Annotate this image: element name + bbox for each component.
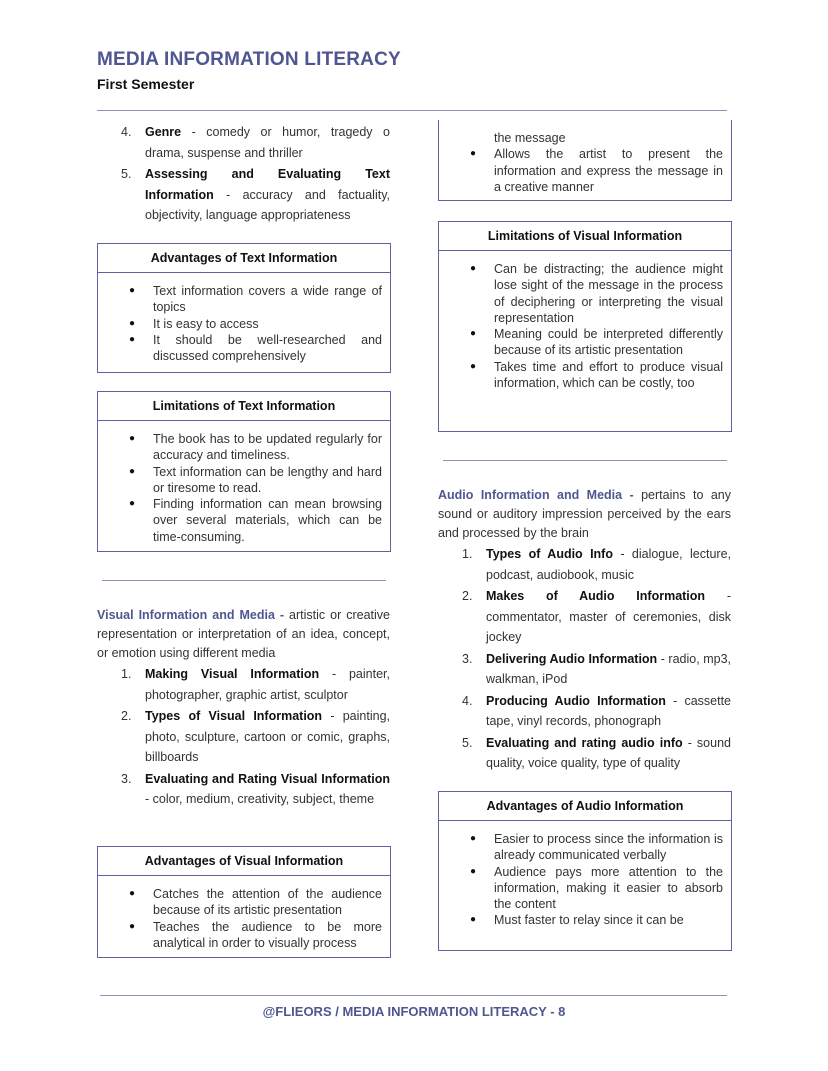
list-desc: - painter, photographer, graphic artist, sculptor [145,667,390,702]
list-item [438,691,731,732]
list-desc: - comedy or humor, tragedy o drama, suspense and thriller [145,125,390,160]
section-term: Visual Information and Media [97,608,275,622]
section-divider [443,460,727,461]
bullet-item: ● Can be distracting; the audience might lose sight of the message in the process of deciphering or interpreting the visual representation [439,261,723,326]
list-desc: - commentator, master of ceremonies, disk jockey [486,589,732,644]
text-info-list [97,122,390,227]
list-term: Making Visual Information [145,667,320,681]
list-number: 3. [462,651,473,666]
page-footer: @FLIEORS / MEDIA INFORMATION LITERACY - 8 [262,1004,566,1019]
list-desc: - sound quality, voice quality, type of quality [486,735,731,770]
limitations-text-box [97,391,391,552]
list-number: 3. [121,771,132,786]
list-item [438,544,731,585]
header-divider [97,110,727,111]
list-number: 1. [462,547,473,561]
box-title: Limitations of Text Information [98,392,390,421]
term-separator: - [622,488,642,502]
list-number: 4. [121,125,132,139]
audio-info-list [438,544,731,775]
list-item [97,164,390,226]
list-number: 4. [462,693,473,708]
audio-info-intro [438,486,731,543]
visual-advantages-continued-box [438,120,732,201]
list-number: 5. [462,735,473,750]
list-term: Makes of Audio Information [486,589,706,603]
list-desc: - dialogue, lecture, podcast, audiobook, music [486,547,732,582]
section-divider [102,580,386,581]
visual-info-intro [97,606,390,663]
list-number: 2. [462,589,473,603]
advantages-text-box [97,243,391,373]
list-term: Assessing and Evaluating Text Information [145,167,390,202]
box-title: Advantages of Audio Information [439,792,731,821]
list-term: Evaluating and rating audio info [486,735,683,750]
list-item [438,649,731,690]
box-title: Advantages of Visual Information [98,847,390,876]
bullet-item: ● Meaning could be interpreted differently because of its artistic presentation [439,326,723,359]
page-subtitle: First Semester [97,76,195,92]
list-desc: - painting, photo, sculpture, cartoon or comic, graphs, billboards [145,709,390,764]
list-item [438,586,731,648]
bullet-item: ● Catches the attention of the audience because of its artistic presentation [98,886,382,919]
bullet-item: ● Must faster to relay since it can be [439,912,723,928]
bullet-item: ● It should be well-researched and discussed comprehensively [98,332,382,365]
bullet-item: ● Allows the artist to present the information and express the message in a creative manner [439,146,723,195]
limitations-visual-box [438,221,732,432]
list-number: 1. [121,667,132,681]
bullet-item: ● Finding information can mean browsing over several materials, which can be time-consuming. [98,496,382,545]
list-desc: - accuracy and factuality, objectivity, language appropriateness [145,187,390,222]
advantages-audio-box [438,791,732,951]
visual-info-list [97,664,390,811]
list-term: Types of Audio Info [486,547,613,561]
footer-divider [100,995,727,996]
list-item [97,706,390,768]
list-term: Evaluating and Rating Visual Information [145,771,390,786]
term-separator: - [274,608,290,622]
bullet-item: ● Teaches the audience to be more analytical in order to visually process [98,919,382,952]
list-desc: - cassette tape, vinyl records, phonograph [486,693,731,728]
list-desc: - radio, mp3, walkman, iPod [486,651,731,686]
list-term: Delivering Audio Information [486,651,658,666]
list-item [97,664,390,705]
bullet-item: ● Text information can be lengthy and hard or tiresome to read. [98,464,382,497]
section-desc: artistic or creative representation or interpretation of an idea, concept, or emotion using different media [97,608,390,660]
page-title: MEDIA INFORMATION LITERACY [97,49,401,70]
bullet-item: ● Takes time and effort to produce visual information, which can be costly, too [439,359,723,392]
bullet-item: ● Text information covers a wide range of topics [98,283,382,316]
list-item [438,733,731,774]
section-term: Audio Information and Media [438,488,623,502]
box-title: Limitations of Visual Information [439,222,731,251]
bullet-item: ● The book has to be updated regularly for accuracy and timeliness. [98,431,382,464]
section-desc: pertains to any sound or auditory impression perceived by the ears and processed by the brain [438,488,731,540]
bullet-item: ● Audience pays more attention to the information, making it easier to absorb the content [439,864,723,913]
list-item [97,122,390,163]
list-term: Producing Audio Information [486,693,666,708]
list-term: Types of Visual Information [145,709,323,723]
bullet-item: ● It is easy to access [98,316,382,332]
list-item [97,769,390,810]
list-desc: - color, medium, creativity, subject, theme [145,792,375,806]
continued-text: the message [494,131,566,145]
list-number: 2. [121,709,132,723]
advantages-visual-box [97,846,391,958]
list-number: 5. [121,167,132,181]
bullet-item: ● Easier to process since the information is already communicated verbally [439,831,723,864]
box-title: Advantages of Text Information [98,244,390,273]
list-term: Genre [145,125,182,139]
